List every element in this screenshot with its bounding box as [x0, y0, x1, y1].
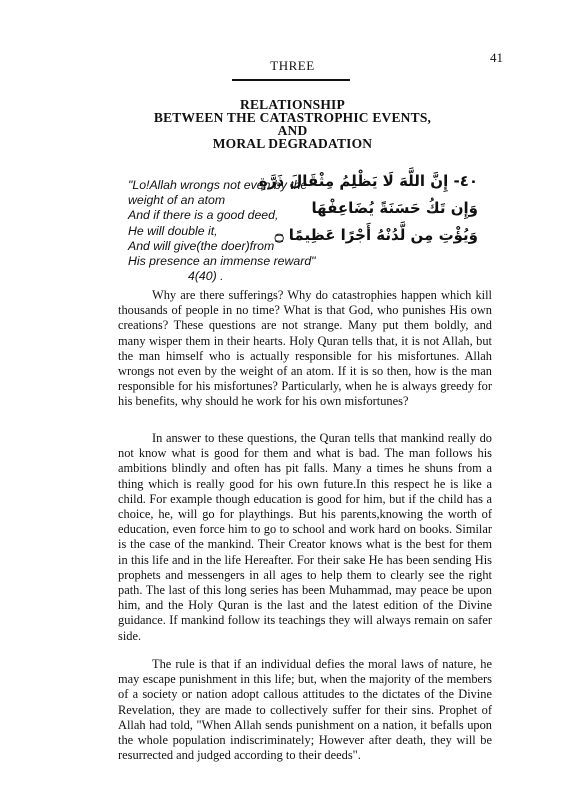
verse-line: And if there is a good deed, — [128, 208, 279, 223]
verse-line: "Lo!Allah wrongs not even by the — [128, 178, 308, 192]
body-paragraph — [118, 657, 492, 763]
arabic-line: وَيُؤْتِ مِن لَّدُنْهُ أَجْرًا عَظِيمًا ۝ — [274, 226, 478, 244]
verse-arabic — [258, 168, 478, 249]
arabic-line: وَإِن تَكُ حَسَنَةً يُضَاعِفْهَا — [311, 199, 478, 217]
title-line: AND — [277, 123, 308, 138]
paragraph-text: The rule is that if an individual defies the moral laws of nature, he may escape punishment in this life; but, when the majority of the members of a society or nation adopt callous attitudes to the dictates of the Divine Revelation, they are made to collectively suffer for their sins. Prophet of Allah had told, "When Allah sends punishment on a nation, it befalls upon the whole population indiscriminately; However after death, they will be resurrected and judged according to their deeds". — [118, 657, 492, 763]
title-line: RELATIONSHIP — [240, 97, 345, 112]
arabic-line: ٤٠- إِنَّ اللَّهَ لَا يَظْلِمُ مِثْقَالَ ذَرَّةٍ — [258, 172, 478, 190]
paragraph-text: Why are there sufferings? Why do catastrophies happen which kill thousands of people in no time? What is that God, who punishes His own creations? These questions are not strange. Many put them boldly, and many wisper them in their hearts. Holy Quran tells that, it is not Allah, but the man himself who is actually responsible for his misfortunes. Allah wrongs not even by the weight of an atom. If it is so then, how is the man responsible for his misfortunes? Particularly, when he is always greedy for his benefits, why should he work for his own misfortunes? — [118, 288, 492, 409]
page-number: 41 — [490, 50, 503, 65]
paragraph-text: In answer to these questions, the Quran tells that mankind really do not know what is good for them and what is bad. The man follows his ambitions blindly and often has pit falls. Many a times he shuns from a thing which is really good for his own future.In this respect he is like a child. For example though education is good for him, but if the child has a choice, he, will go for playthings. But his parents,knowing the worth of education, even force him to go to school and work hard on books. Similar is the case of the mankind. Their Creator knows what is the best for them in this life and in the life Hereafter. For their sake He has been sending His prophets and messengers in all ages to help them to clearly see the right path. The last of this long series has been Muhammad, may peace be upon him, and the Holy Quran is the last and the latest edition of the Divine guidance. If mankind follow its teachings they will always remain on safer side. — [118, 431, 492, 643]
title-line: BETWEEN THE CATASTROPHIC EVENTS, — [153, 110, 432, 125]
chapter-heading: THREE — [270, 58, 315, 73]
title-line: MORAL DEGRADATION — [212, 136, 373, 151]
section-title — [0, 98, 585, 150]
body-paragraph — [118, 431, 492, 644]
verse-line: He will double it, — [128, 223, 218, 238]
verse-reference: 4(40) . — [188, 269, 224, 284]
chapter-divider — [232, 79, 350, 81]
body-paragraph — [118, 288, 492, 410]
verse-line: And will give(the doer)from — [128, 238, 275, 253]
verse-line: His presence an immense reward" — [128, 254, 316, 269]
verse-line: weight of an atom — [128, 193, 226, 208]
